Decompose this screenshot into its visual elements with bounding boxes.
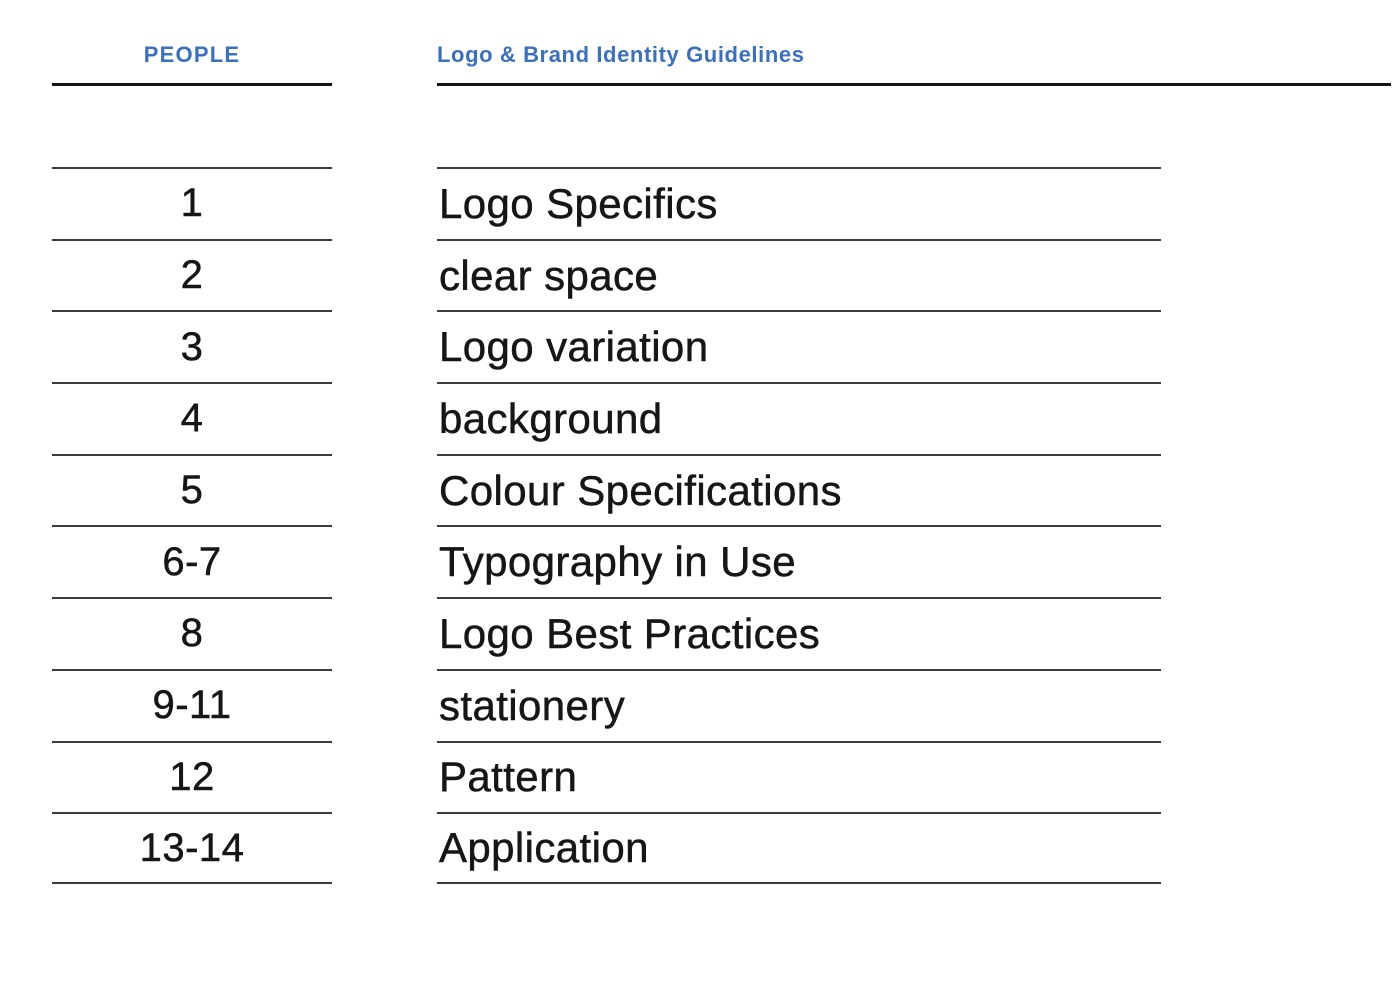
page-number-cell: 8 <box>52 597 332 669</box>
toc-row <box>52 239 1161 311</box>
toc-row <box>52 310 1161 382</box>
column-gap-spacer <box>332 167 437 239</box>
column-gap-spacer <box>332 669 437 741</box>
page-number-cell: 6-7 <box>52 525 332 597</box>
column-gap-spacer <box>332 525 437 597</box>
toc-row <box>52 597 1161 669</box>
column-gap-spacer <box>332 812 437 884</box>
page-number-cell: 12 <box>52 741 332 813</box>
column-gap-spacer <box>332 454 437 526</box>
section-title-cell: Colour Specifications <box>437 454 1161 526</box>
page-number-cell: 9-11 <box>52 669 332 741</box>
column-gap-spacer <box>332 239 437 311</box>
toc-row <box>52 741 1161 813</box>
section-title-cell: Typography in Use <box>437 525 1161 597</box>
right-header-rule <box>437 83 1391 86</box>
section-title-cell: clear space <box>437 239 1161 311</box>
column-gap-spacer <box>332 310 437 382</box>
section-title-cell: Application <box>437 812 1161 884</box>
page-number-cell: 4 <box>52 382 332 454</box>
left-header-rule <box>52 83 332 86</box>
page-number-cell: 2 <box>52 239 332 311</box>
brand-name-label: PEOPLE <box>143 42 241 67</box>
toc-row <box>52 669 1161 741</box>
section-title-cell: Logo Specifics <box>437 167 1161 239</box>
document-title: Logo & Brand Identity Guidelines <box>437 42 805 67</box>
page-number-cell: 13-14 <box>52 812 332 884</box>
column-gap-spacer <box>332 741 437 813</box>
page-number-cell: 3 <box>52 310 332 382</box>
section-title-cell: background <box>437 382 1161 454</box>
section-title-cell: Logo Best Practices <box>437 597 1161 669</box>
toc-row <box>52 167 1161 239</box>
toc-row <box>52 812 1161 884</box>
toc-row <box>52 525 1161 597</box>
table-of-contents <box>52 167 1161 884</box>
column-gap-spacer <box>332 597 437 669</box>
section-title-cell: Logo variation <box>437 310 1161 382</box>
column-gap-spacer <box>332 382 437 454</box>
toc-row <box>52 454 1161 526</box>
section-title-cell: stationery <box>437 669 1161 741</box>
page-number-cell: 1 <box>52 167 332 239</box>
page-number-cell: 5 <box>52 454 332 526</box>
toc-row <box>52 382 1161 454</box>
section-title-cell: Pattern <box>437 741 1161 813</box>
